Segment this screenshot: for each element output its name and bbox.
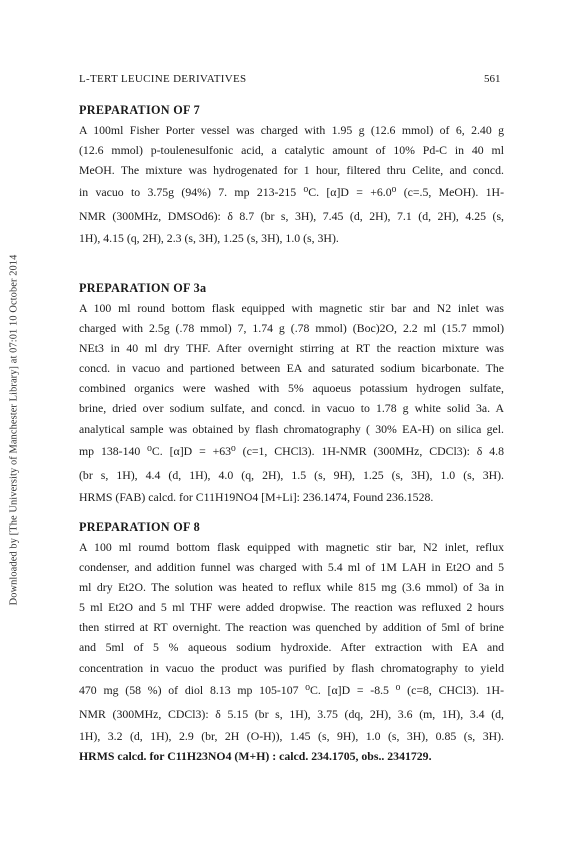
text-line: 470 mg (58 %) of diol 8.13 mp 105-107 ⁰C. [α]D = -8.5 ⁰ (c=8, CHCl3). 1H- [79,682,504,697]
text-line: (12.6 mmol) p-toulenesulfonic acid, a catalytic amount of 10% Pd-C in 40 ml [79,143,504,158]
section-preparation-7 [79,100,504,248]
text-line: charged with 2.5g (.78 mmol) 7, 1.74 g (.78 mmol) (Boc)2O, 2.2 ml (15.7 mmol) [79,321,504,336]
section-heading: PREPARATION OF 7 [79,103,201,117]
text-line: and 5ml of 5 % aqueous sodium hydroxide. After extraction with EA and [79,640,504,655]
text-line: then stirred at RT overnight. The reaction was quenched by addition of 5ml of brine [79,620,504,635]
text-line: concentration in vacuo the product was purified by flash chromatography to yield [79,660,504,675]
text-line: A 100ml Fisher Porter vessel was charged with 1.95 g (12.6 mmol) of 6, 2.40 g [79,123,504,137]
text-line: brine, dried over sodium sulfate, and concd. in vacuo to 1.78 g white solid 3a. A [79,401,504,416]
download-note: Downloaded by [The University of Manchester Library] at 07:01 10 October 2014 [8,254,20,606]
section-heading: PREPARATION OF 8 [79,520,201,534]
text-line: A 100 ml round bottom flask equipped with magnetic stir bar and N2 inlet was [79,301,504,315]
text-line: HRMS (FAB) calcd. for C11H19NO4 [M+Li]: 236.1474, Found 236.1528. [79,489,434,504]
download-watermark [3,150,25,710]
section-preparation-3a [79,278,504,507]
text-line: 1H), 3.2 (d, 1H), 2.9 (br, 2H (O-H)), 1.45 (s, 9H), 1.0 (s, 3H), 0.85 (s, 3H). [79,728,504,743]
text-line: mp 138-140 ⁰C. [α]D = +63⁰ (c=1, CHCl3). 1H-NMR (300MHz, CDCl3): δ 4.8 [79,443,504,458]
page-number: 561 [484,73,501,85]
text-line: NMR (300MHz, DMSOd6): δ 8.7 (br s, 3H), 7.45 (d, 2H), 7.1 (d, 2H), 4.25 (s, [79,209,504,224]
text-line: NMR (300MHz, CDCl3): δ 5.15 (br s, 1H), 3.75 (dq, 2H), 3.6 (m, 1H), 3.4 (d, [79,706,504,721]
text-line: condenser, and addition funnel was charged with 5.4 ml of 1M LAH in Et2O and 5 [79,560,504,575]
text-line: A 100 ml roumd bottom flask equipped with magnetic stir bar, N2 inlet, reflux [79,540,504,554]
text-line: NEt3 in 40 ml dry THF. After overnight stirring at RT the reaction mixture was [79,341,504,356]
text-line: MeOH. The mixture was hydrogenated for 1 hour, filtered thru Celite, and concd. [79,163,504,178]
text-line: 1H), 4.15 (q, 2H), 2.3 (s, 3H), 1.25 (s, 3H), 1.0 (s, 3H). [79,231,339,246]
section-preparation-8 [79,517,504,766]
text-line: 5 ml Et2O and 5 ml THF were added dropwise. The reaction was refluxed 2 hours [79,600,504,615]
text-line: analytical sample was obtained by flash chromatography ( 30% EA-H) on silica gel. [79,421,504,436]
text-line: HRMS calcd. for C11H23NO4 (M+H) : calcd. 234.1705, obs.. 2341729. [79,748,432,763]
text-line: concd. in vacuo and partioned between EA and saturated sodium bicarbonate. The [79,361,504,376]
running-title: L-TERT LEUCINE DERIVATIVES [79,73,247,85]
section-heading: PREPARATION OF 3a [79,281,207,295]
text-line: combined organics were washed with 5% aquoeus potassium hydrogen sulfate, [79,381,504,396]
text-line: (br s, 1H), 4.4 (d, 1H), 4.0 (q, 2H), 1.5 (s, 9H), 1.25 (s, 3H), 1.0 (s, 3H). [79,467,504,482]
text-line: ml dry Et2O. The solution was heated to reflux while 815 mg (3.6 mmol) of 3a in [79,580,504,595]
text-line: in vacuo to 3.75g (94%) 7. mp 213-215 ⁰C. [α]D = +6.0⁰ (c=.5, MeOH). 1H- [79,185,504,200]
